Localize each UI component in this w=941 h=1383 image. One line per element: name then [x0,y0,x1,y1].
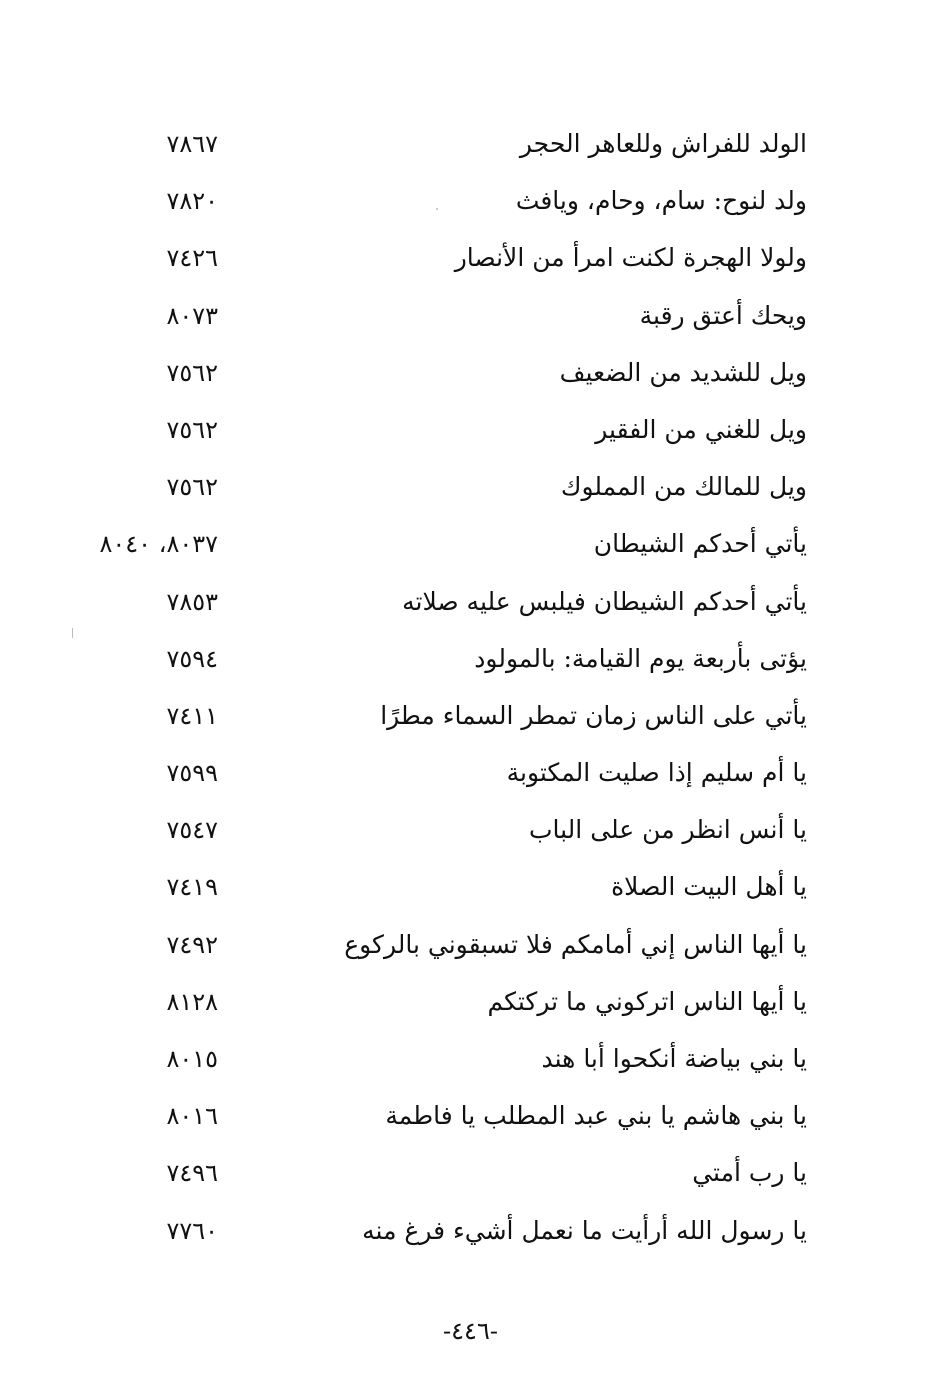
index-row [0,347,941,404]
hadith-text: الولد للفراش وللعاهر الحجر [519,129,807,158]
reference-number: ٧٥٦٢ [166,358,218,387]
reference-number: ٧٤٩٢ [166,930,218,959]
hadith-text: يا أيها الناس اتركوني ما تركتكم [487,986,807,1016]
hadith-text: يا أم سليم إذا صليت المكتوبة [506,758,807,788]
hadith-text: يا أنس انظر من على الباب [528,815,807,845]
reference-number: ٨٠١٦ [166,1102,218,1131]
index-row [0,404,941,461]
index-row [0,1033,941,1090]
index-row [0,175,941,232]
reference-number: ٧٨٢٠ [166,187,218,216]
reference-number: ٨٠٧٣ [166,301,218,330]
reference-number: ٧٤١٩ [166,873,218,902]
index-row [0,232,941,289]
index-row [0,290,941,347]
hadith-index-list [0,118,941,1262]
index-row [0,861,941,918]
index-row [0,747,941,804]
hadith-text: يا رب أمتي [692,1158,807,1188]
reference-number: ٧٤٩٦ [166,1159,218,1188]
hadith-text: يأتي أحدكم الشيطان فيلبس عليه صلاته [402,586,807,616]
reference-number: ٧٧٦٠ [166,1216,218,1245]
index-row [0,804,941,861]
hadith-text: يأتي أحدكم الشيطان [593,529,807,559]
reference-number: ٨٠١٥ [166,1045,218,1073]
index-row [0,633,941,690]
reference-number: ٧٨٥٣ [166,587,218,616]
page-number: -٤٤٦- [443,1317,498,1345]
hadith-text: يا بني هاشم يا بني عبد المطلب يا فاطمة [385,1101,807,1131]
scan-speck [436,208,438,210]
reference-number: ٧٥٦٢ [166,415,218,444]
hadith-text: يا أهل البيت الصلاة [611,872,807,902]
hadith-text: يا رسول الله أرأيت ما نعمل أشيء فرغ منه [362,1215,807,1245]
reference-number: ٧٤٢٦ [166,244,218,273]
reference-number: ٧٥٩٩ [166,759,218,788]
reference-number: ٧٤١١ [166,701,218,730]
reference-number: ٨٠٣٧، ٨٠٤٠ [99,530,218,559]
index-row [0,919,941,976]
index-row [0,576,941,633]
index-row [0,118,941,175]
scan-speck [72,628,73,638]
index-row [0,461,941,518]
hadith-text: ولد لنوح: سام، وحام، ويافث [515,186,807,216]
hadith-text: ويل للشديد من الضعيف [559,357,807,387]
hadith-text: ويل للغني من الفقير [595,414,807,444]
index-row [0,518,941,575]
reference-number: ٨١٢٨ [166,987,218,1016]
index-row [0,1205,941,1262]
hadith-text: ولولا الهجرة لكنت امرأ من الأنصار [454,243,807,273]
reference-number: ٧٥٩٤ [166,644,218,673]
hadith-text: يا بني بياضة أنكحوا أبا هند [541,1044,807,1073]
hadith-text: ويحك أعتق رقبة [639,300,807,330]
reference-number: ٧٥٤٧ [166,816,218,845]
hadith-text: ويل للمالك من المملوك [560,472,807,502]
reference-number: ٧٥٦٢ [166,473,218,502]
index-row [0,1090,941,1147]
reference-number: ٧٨٦٧ [166,130,218,158]
hadith-text: يؤتى بأربعة يوم القيامة: بالمولود [474,643,807,673]
index-row [0,690,941,747]
hadith-text: يا أيها الناس إني أمامكم فلا تسبقوني بالركوع [344,929,807,959]
hadith-text: يأتي على الناس زمان تمطر السماء مطرًا [380,700,807,730]
index-row [0,1147,941,1204]
index-row [0,976,941,1033]
